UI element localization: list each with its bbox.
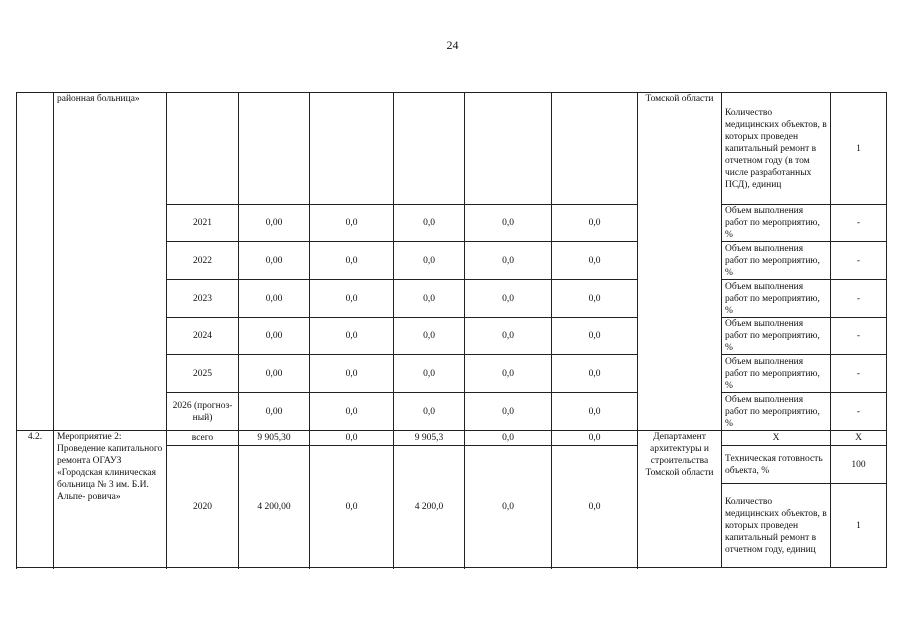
- municipal-cell: 0,0: [465, 431, 552, 446]
- year-cell: 2024: [167, 318, 239, 355]
- year-cell: 2020: [167, 446, 239, 568]
- extrabudget-cell: 0,0: [552, 205, 638, 242]
- regional-cell: 9 905,3: [394, 431, 465, 446]
- year-cell: 2026 (прогноз- ный): [167, 393, 239, 431]
- indicator-cell: Объем выполнения работ по мероприятию, %: [722, 318, 831, 355]
- code-cell: 4.2.: [17, 431, 54, 568]
- total-cell: 9 905,30: [239, 431, 310, 446]
- federal-cell: 0,0: [310, 355, 394, 393]
- indicator-value: 100: [831, 446, 887, 484]
- indicator-value: -: [831, 355, 887, 393]
- municipal-cell: 0,0: [465, 318, 552, 355]
- extrabudget-cell: 0,0: [552, 242, 638, 280]
- federal-cell: 0,0: [310, 242, 394, 280]
- municipal-cell: 0,0: [465, 393, 552, 431]
- indicator-cell: Объем выполнения работ по мероприятию, %: [722, 393, 831, 431]
- regional-cell: 0,0: [394, 242, 465, 280]
- year-cell: 2023: [167, 280, 239, 318]
- federal-cell: 0,0: [310, 446, 394, 568]
- year-cell: 2021: [167, 205, 239, 242]
- regional-cell: 0,0: [394, 280, 465, 318]
- total-cell: 0,00: [239, 242, 310, 280]
- year-cell: 2022: [167, 242, 239, 280]
- total-cell: 0,00: [239, 280, 310, 318]
- indicator-value: -: [831, 393, 887, 431]
- indicator-cell: Объем выполнения работ по мероприятию, %: [722, 280, 831, 318]
- federal-cell: 0,0: [310, 393, 394, 431]
- regional-cell: 0,0: [394, 355, 465, 393]
- municipal-cell: 0,0: [465, 355, 552, 393]
- indicator-cell: Объем выполнения работ по мероприятию, %: [722, 355, 831, 393]
- table-row: [17, 431, 887, 446]
- federal-cell: 0,0: [310, 318, 394, 355]
- extrabudget-cell: 0,0: [552, 446, 638, 568]
- indicator-value: -: [831, 242, 887, 280]
- code-cell: [17, 93, 54, 431]
- total-cell: 0,00: [239, 355, 310, 393]
- municipal-cell: 0,0: [465, 242, 552, 280]
- indicator-value: 1: [831, 484, 887, 568]
- total-cell: 0,00: [239, 205, 310, 242]
- regional-cell: 0,0: [394, 393, 465, 431]
- executor-cell: Томской области: [638, 93, 722, 431]
- regional-cell: 0,0: [394, 318, 465, 355]
- municipal-cell: 0,0: [465, 446, 552, 568]
- regional-cell: 0,0: [394, 205, 465, 242]
- year-cell: [167, 93, 239, 205]
- regional-cell: 4 200,0: [394, 446, 465, 568]
- extrabudget-cell: 0,0: [552, 431, 638, 446]
- total-cell: 0,00: [239, 393, 310, 431]
- municipal-cell: 0,0: [465, 280, 552, 318]
- program-table: [16, 92, 887, 568]
- executor-cell: Департамент архитектуры и строительства Томской области: [638, 431, 722, 568]
- federal-cell: 0,0: [310, 280, 394, 318]
- extrabudget-cell: 0,0: [552, 318, 638, 355]
- federal-cell: 0,0: [310, 205, 394, 242]
- extrabudget-cell: 0,0: [552, 355, 638, 393]
- page-number: 24: [446, 38, 459, 52]
- year-cell: 2025: [167, 355, 239, 393]
- extrabudget-cell: 0,0: [552, 280, 638, 318]
- extrabudget-cell: 0,0: [552, 393, 638, 431]
- name-cell: Мероприятие 2: Проведение капитального ремонта ОГАУЗ «Городская клиническая больница № 3 им. Б.И. Альпе- ровича»: [54, 431, 167, 568]
- indicator-cell: Объем выполнения работ по мероприятию, %: [722, 242, 831, 280]
- federal-cell: 0,0: [310, 431, 394, 446]
- table-row: [17, 93, 887, 205]
- indicator-cell: Объем выполнения работ по мероприятию, %: [722, 205, 831, 242]
- indicator-value: 1: [831, 93, 887, 205]
- indicator-cell: X: [722, 431, 831, 446]
- name-cell: районная больница»: [54, 93, 167, 431]
- indicator-value: -: [831, 205, 887, 242]
- total-cell: 0,00: [239, 318, 310, 355]
- municipal-cell: 0,0: [465, 205, 552, 242]
- indicator-value: -: [831, 318, 887, 355]
- year-cell: всего: [167, 431, 239, 446]
- indicator-cell: Техническая готовность объекта, %: [722, 446, 831, 484]
- total-cell: 4 200,00: [239, 446, 310, 568]
- indicator-value: -: [831, 280, 887, 318]
- indicator-cell: Количество медицинских объектов, в которых проведен капитальный ремонт в отчетном году (в том числе разработанных ПСД), единиц: [722, 93, 831, 205]
- indicator-value: X: [831, 431, 887, 446]
- indicator-cell: Количество медицинских объектов, в которых проведен капитальный ремонт в отчетном году, единиц: [722, 484, 831, 568]
